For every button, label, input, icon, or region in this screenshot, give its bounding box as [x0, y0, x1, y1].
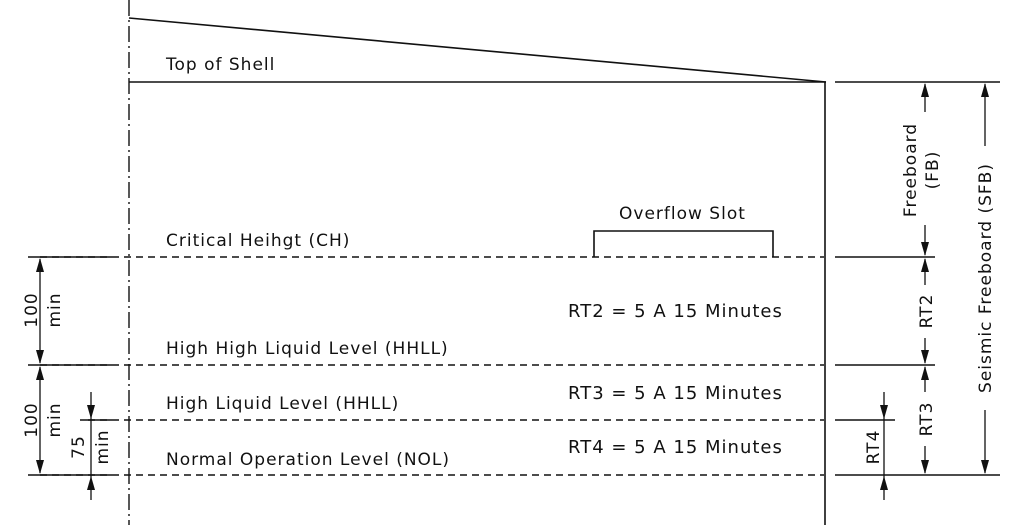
nol-label: Normal Operation Level (NOL) [166, 450, 451, 470]
rt4-text: RT4 = 5 A 15 Minutes [568, 437, 783, 458]
top-of-shell-label: Top of Shell [166, 55, 276, 75]
hhll-label: High High Liquid Level (HHLL) [166, 339, 449, 359]
overflow-slot-shape [594, 231, 773, 257]
rt3-text: RT3 = 5 A 15 Minutes [568, 383, 783, 404]
critical-height-label: Critical Heihgt (CH) [166, 231, 351, 251]
dim-small-value: 75 [69, 435, 89, 459]
rt3-dim-label: RT3 [917, 401, 937, 437]
hll-label: High Liquid Level (HHLL) [166, 394, 400, 414]
dim-upper-value: 100 [22, 292, 42, 328]
rt2-text: RT2 = 5 A 15 Minutes [568, 301, 783, 322]
freeboard-abbr-label: (FB) [923, 150, 943, 190]
dim-middle-min: min [45, 402, 65, 438]
dim-upper-min: min [45, 292, 65, 328]
freeboard-label: Freeboard [901, 122, 921, 218]
seismic-freeboard-label: Seismic Freeboard (SFB) [976, 163, 996, 393]
rt4-dim-label: RT4 [864, 429, 884, 465]
dim-middle-value: 100 [22, 402, 42, 438]
dim-small-min: min [93, 429, 113, 465]
overflow-slot-label: Overflow Slot [619, 204, 746, 224]
rt2-dim-label: RT2 [917, 293, 937, 329]
